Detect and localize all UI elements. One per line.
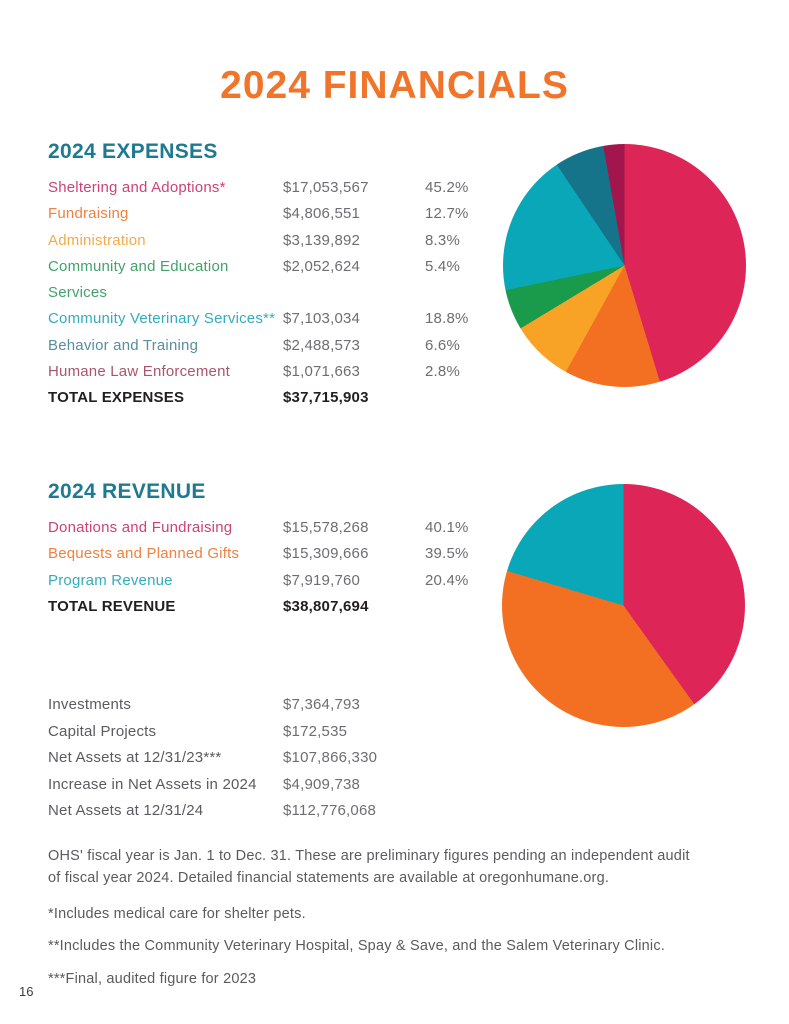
revenue-percent: 39.5% <box>425 545 469 563</box>
other-amount: $107,866,330 <box>283 749 378 766</box>
expenses-total-label: TOTAL EXPENSES <box>48 389 185 407</box>
expense-percent: 2.8% <box>425 363 460 381</box>
expense-amount: $7,103,034 <box>283 310 361 328</box>
other-amount: $112,776,068 <box>283 802 377 819</box>
revenue-total-label: TOTAL REVENUE <box>48 597 176 615</box>
revenue-label: Bequests and Planned Gifts <box>48 545 240 563</box>
expenses-heading: 2024 EXPENSES <box>48 140 218 163</box>
other-label: Net Assets at 12/31/23*** <box>48 749 222 766</box>
revenue-amount: $15,578,268 <box>283 519 369 536</box>
footnote-1: *Includes medical care for shelter pets. <box>48 905 306 922</box>
expense-label: Community Veterinary Services** <box>48 310 276 328</box>
other-amount: $4,909,738 <box>283 775 361 793</box>
expense-label: Fundraising <box>48 205 129 223</box>
other-amount: $7,364,793 <box>283 696 361 713</box>
expenses-pie-chart <box>503 144 746 387</box>
footnote-3: ***Final, audited figure for 2023 <box>48 971 257 987</box>
expense-amount: $4,806,551 <box>283 205 361 223</box>
expense-row <box>48 333 500 359</box>
expense-amount: $3,139,892 <box>283 231 361 249</box>
other-label: Increase in Net Assets in 2024 <box>48 775 257 793</box>
fiscal-year-note: OHS' fiscal year is Jan. 1 to Dec. 31. These are preliminary figures pending an independent audit of fiscal year 2024. Detailed financial statements are available at oregonhumane.org. <box>48 848 690 886</box>
expense-percent: 6.6% <box>425 336 460 354</box>
footnotes <box>48 846 728 1002</box>
revenue-total-amount: $38,807,694 <box>283 597 369 615</box>
expense-label: Community and Education Services <box>48 257 229 302</box>
expense-amount: $2,052,624 <box>283 257 361 275</box>
revenue-section <box>48 480 500 620</box>
expense-row <box>48 228 500 254</box>
revenue-total-row <box>48 594 500 620</box>
expense-row <box>48 359 500 385</box>
expense-percent: 18.8% <box>425 310 469 328</box>
revenue-heading: 2024 REVENUE <box>48 480 206 503</box>
revenue-amount: $15,309,666 <box>283 545 369 563</box>
revenue-percent: 40.1% <box>425 519 469 536</box>
other-row <box>48 772 468 799</box>
other-row <box>48 719 468 746</box>
revenue-amount: $7,919,760 <box>283 571 361 589</box>
other-label: Capital Projects <box>48 722 157 740</box>
expenses-total-row <box>48 385 500 411</box>
revenue-percent: 20.4% <box>425 571 469 589</box>
revenue-row <box>48 541 500 567</box>
expense-amount: $2,488,573 <box>283 336 361 354</box>
revenue-row <box>48 515 500 541</box>
expenses-total-amount: $37,715,903 <box>283 389 369 407</box>
other-amount: $172,535 <box>283 722 348 740</box>
footnote-2: **Includes the Community Veterinary Hospital, Spay & Save, and the Salem Veterinary Clinic. <box>48 938 666 955</box>
other-row <box>48 745 468 772</box>
other-label: Net Assets at 12/31/24 <box>48 802 204 819</box>
expense-label: Humane Law Enforcement <box>48 363 230 381</box>
expenses-section <box>48 140 500 412</box>
expense-row <box>48 254 500 307</box>
revenue-row <box>48 568 500 594</box>
other-financials-section <box>48 692 468 825</box>
page-title: 2024 FINANCIALS <box>220 64 569 107</box>
expense-row <box>48 201 500 227</box>
expense-label: Behavior and Training <box>48 336 199 354</box>
expense-row <box>48 175 500 201</box>
expense-amount: $17,053,567 <box>283 179 369 196</box>
expense-label: Sheltering and Adoptions* <box>48 179 226 196</box>
expense-percent: 12.7% <box>425 205 469 223</box>
expense-percent: 8.3% <box>425 231 460 249</box>
expense-percent: 45.2% <box>425 179 469 196</box>
expense-row <box>48 306 500 332</box>
expense-label: Administration <box>48 231 146 249</box>
revenue-pie-chart <box>502 484 745 727</box>
other-row <box>48 798 468 825</box>
other-label: Investments <box>48 696 132 713</box>
revenue-label: Program Revenue <box>48 571 173 589</box>
other-row <box>48 692 468 719</box>
page-number: 16 <box>19 984 34 999</box>
revenue-label: Donations and Fundraising <box>48 519 233 536</box>
expense-amount: $1,071,663 <box>283 363 361 381</box>
expense-percent: 5.4% <box>425 257 460 275</box>
